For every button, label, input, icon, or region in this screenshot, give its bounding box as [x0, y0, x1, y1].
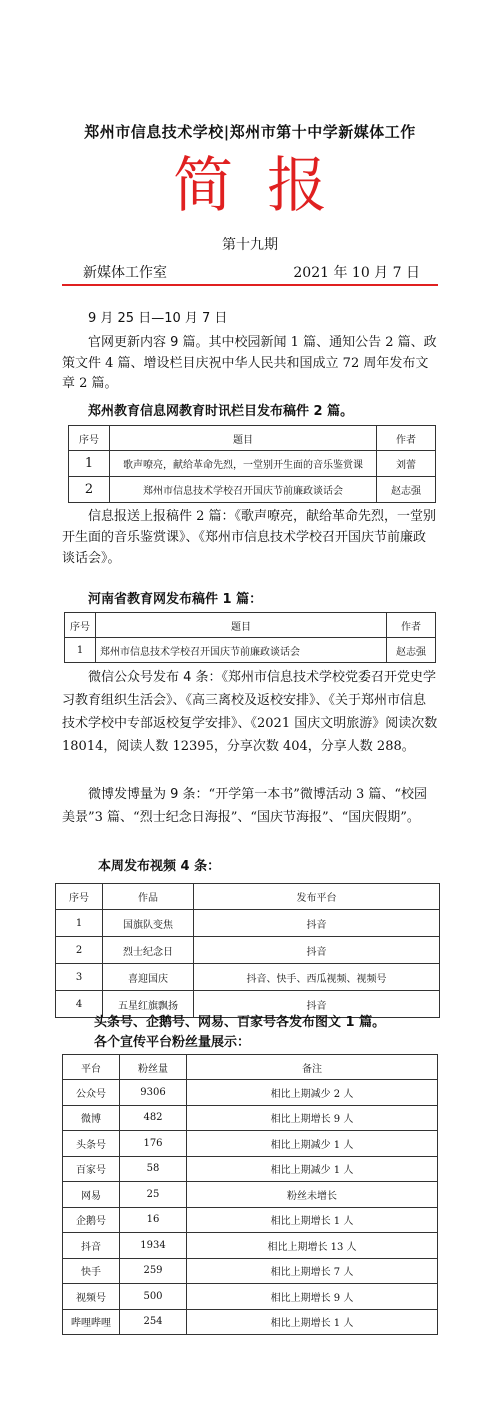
table-cell: 相比上期增长 1 人 [187, 1309, 438, 1335]
henan-table [64, 612, 436, 663]
table-cell: 网易 [63, 1182, 120, 1208]
table-cell: 视频号 [63, 1284, 120, 1310]
table-cell: 1934 [120, 1233, 187, 1259]
table-cell: 百家号 [63, 1156, 120, 1182]
table-cell: 喜迎国庆 [103, 964, 194, 991]
table-cell: 抖音、快手、西瓜视频、视频号 [194, 964, 440, 991]
table-cell: 抖音 [194, 937, 440, 964]
table-cell: 2 [69, 477, 110, 503]
table-header: 序号 [65, 613, 96, 638]
table-cell: 郑州市信息技术学校召开国庆节前廉政谈话会 [96, 638, 387, 663]
fans-table [62, 1054, 438, 1335]
wechat-lead: 微信公众号发布 4 条： [88, 670, 222, 685]
table-header: 粉丝量 [120, 1055, 187, 1080]
table-cell: 赵志强 [387, 638, 436, 663]
table-cell: 482 [120, 1105, 187, 1131]
wechat-text: 《郑州市信息技术学校党委召开党史学习教育组织生活会》、《高三离校及返校安排》、《关于郑州市信息技术学校中专部返校复学安排》、《2021 国庆文明旅游》阅读次数 18014，阅读人数 12395，分享次数 404，分享人数 288。 [62, 670, 438, 754]
fans-heading: 各个宣传平台粉丝量展示： [94, 1035, 251, 1050]
table-cell: 相比上期增长 9 人 [187, 1284, 438, 1310]
issue-number: 第十九期 [222, 237, 278, 253]
table-cell: 相比上期减少 2 人 [187, 1080, 438, 1106]
red-divider [62, 284, 438, 286]
weibo-text: “开学第一本书”微博活动 3 篇、“校园美景”3 篇、“烈士纪念日海报”、“国庆节海报”、“国庆假期”。 [62, 787, 428, 825]
table-header: 题目 [96, 613, 387, 638]
table-header: 备注 [187, 1055, 438, 1080]
table-cell: 1 [69, 451, 110, 477]
table-cell: 快手 [63, 1258, 120, 1284]
table-cell: 2 [56, 937, 103, 964]
table-cell: 微博 [63, 1105, 120, 1131]
org-title: 郑州市信息技术学校|郑州市第十中学新媒体工作 [84, 123, 416, 141]
table-cell: 1 [65, 638, 96, 663]
table-cell: 企鹅号 [63, 1207, 120, 1233]
table-cell: 259 [120, 1258, 187, 1284]
table-cell: 相比上期增长 1 人 [187, 1207, 438, 1233]
table-cell: 国旗队变焦 [103, 910, 194, 937]
publish-date: 2021 年 10 月 7 日 [293, 265, 420, 281]
website-update-paragraph [62, 333, 438, 395]
table-cell: 4 [56, 991, 103, 1018]
zz-edu-heading: 郑州教育信息网教育时讯栏目发布稿件 2 篇。 [88, 404, 354, 419]
weibo-paragraph [62, 783, 438, 829]
table-header: 平台 [63, 1055, 120, 1080]
info-report-paragraph: 信息报送上报稿件 2 篇：《歌声嘹亮，献给革命先烈，一堂别开生面的音乐鉴赏课》、《郑州市信息技术学校召开国庆节前廉政谈话会》。 [62, 509, 437, 566]
table-cell: 五星红旗飘扬 [103, 991, 194, 1018]
website-update-lead: 官网更新内容 9 篇。 [88, 335, 209, 350]
table-cell: 赵志强 [377, 477, 436, 503]
video-table [55, 883, 440, 1018]
office-name: 新媒体工作室 [83, 265, 167, 281]
table-header: 序号 [69, 426, 110, 451]
toutiao-heading: 头条号、企鹅号、网易、百家号各发布图文 1 篇。 [94, 1015, 386, 1030]
table-header: 作品 [103, 884, 194, 910]
table-cell: 抖音 [194, 991, 440, 1018]
zz-edu-table [68, 425, 436, 503]
video-heading: 本周发布视频 4 条： [98, 859, 221, 874]
table-header: 发布平台 [194, 884, 440, 910]
table-cell: 相比上期减少 1 人 [187, 1131, 438, 1157]
table-cell: 公众号 [63, 1080, 120, 1106]
table-cell: 哔哩哔哩 [63, 1309, 120, 1335]
table-cell: 烈士纪念日 [103, 937, 194, 964]
table-cell: 176 [120, 1131, 187, 1157]
table-cell: 抖音 [63, 1233, 120, 1259]
wechat-paragraph [62, 666, 438, 758]
table-cell: 58 [120, 1156, 187, 1182]
table-cell: 郑州市信息技术学校召开国庆节前廉政谈话会 [110, 477, 377, 503]
table-cell: 1 [56, 910, 103, 937]
table-cell: 相比上期减少 1 人 [187, 1156, 438, 1182]
table-cell: 25 [120, 1182, 187, 1208]
table-cell: 16 [120, 1207, 187, 1233]
date-range: 9 月 25 日—10 月 7 日 [88, 311, 228, 326]
table-cell: 相比上期增长 9 人 [187, 1105, 438, 1131]
table-cell: 相比上期增长 7 人 [187, 1258, 438, 1284]
weibo-lead: 微博发博量为 9 条： [88, 787, 209, 802]
table-cell: 9306 [120, 1080, 187, 1106]
table-cell: 254 [120, 1309, 187, 1335]
table-cell: 头条号 [63, 1131, 120, 1157]
table-cell: 抖音 [194, 910, 440, 937]
henan-heading: 河南省教育网发布稿件 1 篇： [88, 592, 263, 607]
table-cell: 刘蕾 [377, 451, 436, 477]
table-cell: 3 [56, 964, 103, 991]
table-header: 序号 [56, 884, 103, 910]
table-cell: 粉丝未增长 [187, 1182, 438, 1208]
table-cell: 500 [120, 1284, 187, 1310]
table-header: 作者 [377, 426, 436, 451]
table-cell: 歌声嘹亮，献给革命先烈，一堂别开生面的音乐鉴赏课 [110, 451, 377, 477]
table-cell: 相比上期增长 13 人 [187, 1233, 438, 1259]
briefing-title: 简报 [173, 151, 361, 221]
table-header: 作者 [387, 613, 436, 638]
table-header: 题目 [110, 426, 377, 451]
website-update-text: 其中校园新闻 1 篇、通知公告 2 篇、政策文件 4 篇、增设栏目庆祝中华人民共和国成立 72 周年发布文章 2 篇。 [62, 335, 437, 391]
